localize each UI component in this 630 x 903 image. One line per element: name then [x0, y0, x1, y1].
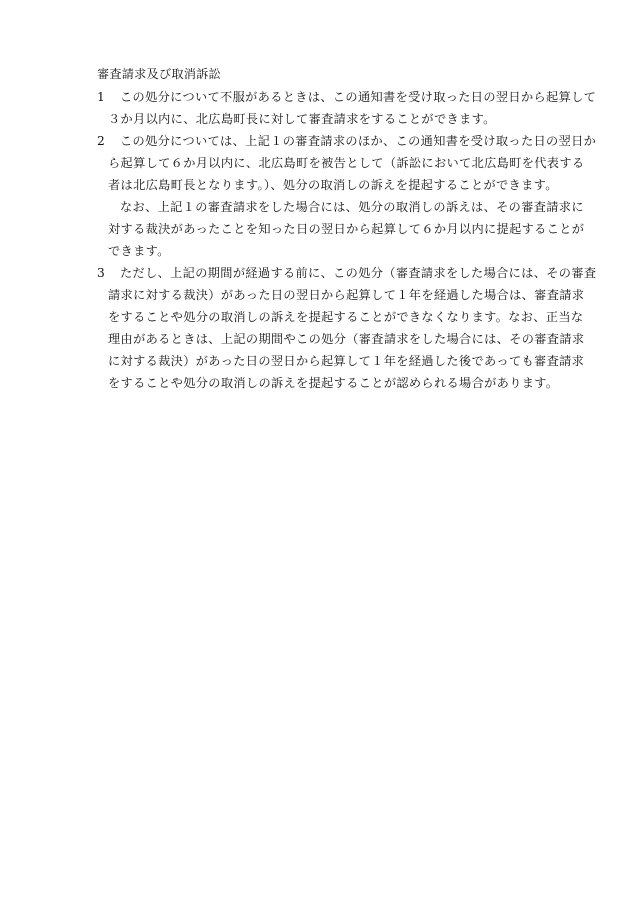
item-2-note-line-2: 対する裁決があったことを知った日の翌日から起算して６か月以内に提起することが	[108, 222, 585, 236]
item-3-line-4: 理由があるときは、上記の期間やこの処分（審査請求をした場合には、その審査請求	[108, 332, 585, 346]
item-2-line-2: ら起算して６か月以内に、北広島町を被告として（訴訟において北広島町を代表する	[108, 156, 585, 170]
item-3-line-1: ただし、上記の期間が経過する前に、この処分（審査請求をした場合には、その審査	[120, 266, 597, 280]
item-2-line-1: この処分については、上記１の審査請求のほか、この通知書を受け取った日の翌日か	[120, 134, 597, 148]
item-3-line-2: 請求に対する裁決）があった日の翌日から起算して１年を経過した場合は、審査請求	[108, 288, 585, 302]
item-2-number: 2	[97, 134, 105, 148]
document-heading: 審査請求及び取消訴訟	[97, 67, 221, 81]
item-1-number: 1	[97, 90, 105, 104]
item-1-line-1: この処分について不服があるときは、この通知書を受け取った日の翌日から起算して	[120, 90, 597, 104]
item-3-line-5: に対する裁決）があった日の翌日から起算して１年を経過した後であっても審査請求	[108, 354, 585, 368]
item-1-line-2: ３か月以内に、北広島町長に対して審査請求をすることができます。	[108, 112, 496, 126]
item-2-note-line-1: なお、上記１の審査請求をした場合には、処分の取消しの訴えは、その審査請求に	[120, 200, 584, 214]
item-2-note-line-3: できます。	[108, 244, 170, 258]
item-3-line-6: をすることや処分の取消しの訴えを提起することが認められる場合があります。	[108, 376, 559, 390]
item-3-number: 3	[97, 266, 105, 280]
item-3-line-3: をすることや処分の取消しの訴えを提起することができなくなります。なお、正当な	[108, 310, 584, 324]
item-2-line-3: 者は北広島町長となります。）、処分の取消しの訴えを提起することができます。	[108, 178, 558, 192]
